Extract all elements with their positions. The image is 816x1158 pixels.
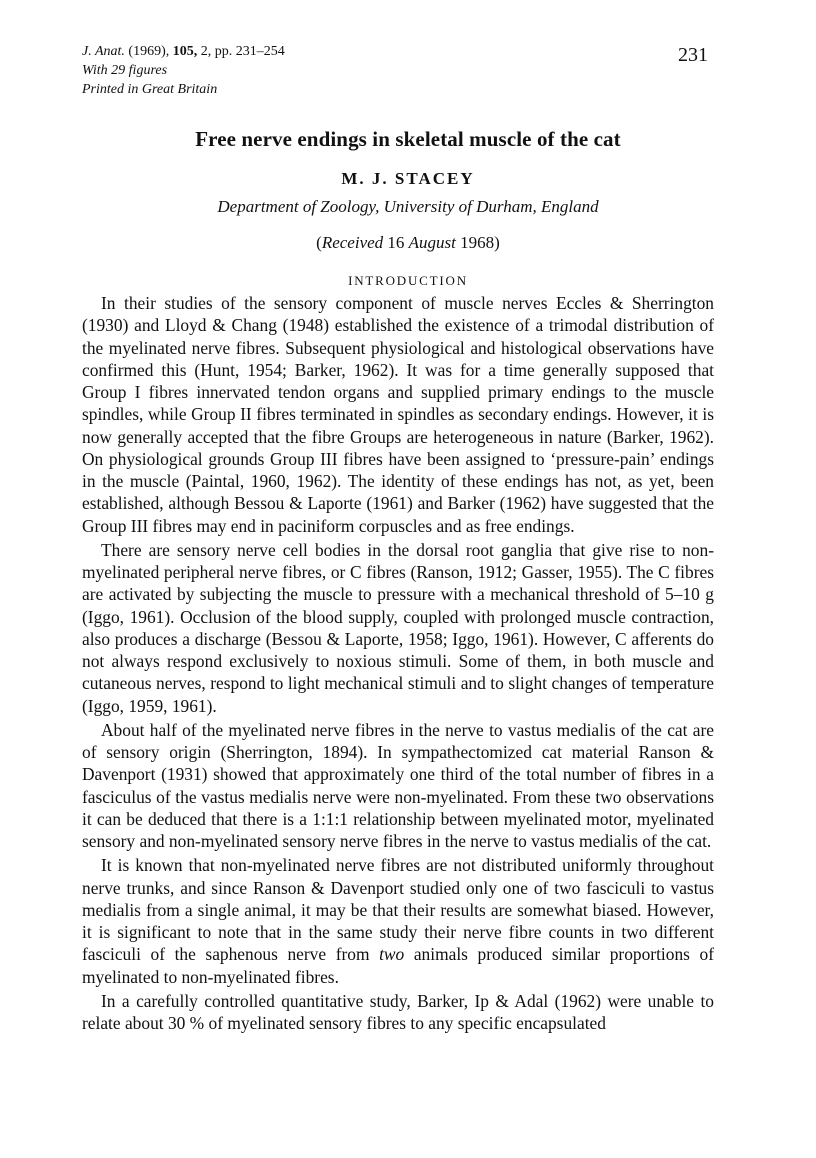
page-number: 231: [678, 44, 708, 66]
received-date: [0, 232, 816, 254]
journal-year: (1969),: [128, 44, 170, 59]
author-affiliation: Department of Zoology, University of Durham, England: [217, 197, 599, 216]
paragraph-2: There are sensory nerve cell bodies in the dorsal root ganglia that give rise to non-myelinated peripheral nerve fibres, or C fibres (Ranson, 1912; Gasser, 1955). The C fibres are activated by subjecting the muscle to pressure with a mechanical threshold of 5–10 g (Iggo, 1961). Occlusion of the blood supply, coupled with prolonged muscle contraction, also produces a discharge (Bessou & Laporte, 1958; Iggo, 1961). However, C afferents do not always respond exclusively to noxious stimuli. Some of them, in both muscle and cutaneous nerves, respond to light mechanical stimuli and to slight changes of temperature (Iggo, 1959, 1961).: [82, 539, 714, 716]
journal-citation: [82, 42, 285, 61]
printed-in: Printed in Great Britain: [82, 82, 218, 97]
figure-count: With 29 figures: [82, 63, 168, 78]
journal-name: J. Anat.: [82, 44, 125, 59]
received-open-paren: (: [316, 233, 322, 252]
paragraph-1: In their studies of the sensory component of muscle nerves Eccles & Sherrington (1930) and Lloyd & Chang (1948) established the existence of a trimodal distribution of the myelinated nerve fibres. Subsequent physiological and histological observations have confirmed this (Hunt, 1954; Barker, 1962). It was for a time generally supposed that Group I fibres innervated tendon organs and supplied primary endings to the muscle spindles, while Group II fibres terminated in spindles as secondary endings. However, it is now generally accepted that the fibre Groups are heterogeneous in nature (Barker, 1962). On physiological grounds Group III fibres have been assigned to ‘pressure-pain’ endings in the muscle (Paintal, 1960, 1962). The identity of these endings has not, as yet, been established, although Bessou & Laporte (1961) and Barker (1962) have suggested that the Group III fibres may end in paciniform corpuscles and as free endings.: [82, 293, 714, 536]
journal-issue-pages: 2, pp. 231–254: [200, 44, 285, 59]
journal-volume: 105,: [172, 44, 198, 59]
author-name: M. J. STACEY: [341, 169, 475, 188]
paragraph-3: About half of the myelinated nerve fibres in the nerve to vastus medialis of the cat are of sensory origin (Sherrington, 1894). In sympathectomized cat material Ranson & Davenport (1931) showed that approximately one third of the total number of fibres in a fasciculus of the vastus medialis nerve were non-myelinated. From these two observations it can be deduced that there is a 1:1:1 relationship between myelinated motor, myelinated sensory and non-myelinated sensory nerve fibres in the nerve to vastus medialis of the cat.: [82, 719, 714, 851]
received-day: 16: [387, 233, 405, 252]
paragraph-4-emphasis: two: [379, 944, 405, 965]
received-year: 1968): [460, 233, 500, 252]
journal-citation-block: [82, 42, 285, 99]
paragraph-4-text-b: animals produced similar proportions of myelinated to non-myelinated fibres.: [82, 944, 714, 987]
paragraph-4: [82, 854, 714, 988]
paragraph-5: In a carefully controlled quantitative study, Barker, Ip & Adal (1962) were unable to relate about 30 % of myelinated sensory fibres to any specific encapsulated: [82, 990, 714, 1033]
received-label: Received: [321, 233, 384, 252]
paragraph-4-text-a: It is known that non-myelinated nerve fibres are not distributed uniformly throughout nerve trunks, and since Ranson & Davenport studied only one of two fasciculi to vastus medialis from a single animal, it may be that their results are somewhat biased. However, it is significant to note that in the same study their nerve fibre counts in two different fasciculi of the saphenous nerve from: [82, 855, 714, 965]
body-text: [82, 292, 714, 1034]
paper-title: Free nerve endings in skeletal muscle of the cat: [195, 127, 621, 151]
section-heading-introduction: INTRODUCTION: [348, 273, 468, 288]
received-month: August: [408, 233, 456, 252]
